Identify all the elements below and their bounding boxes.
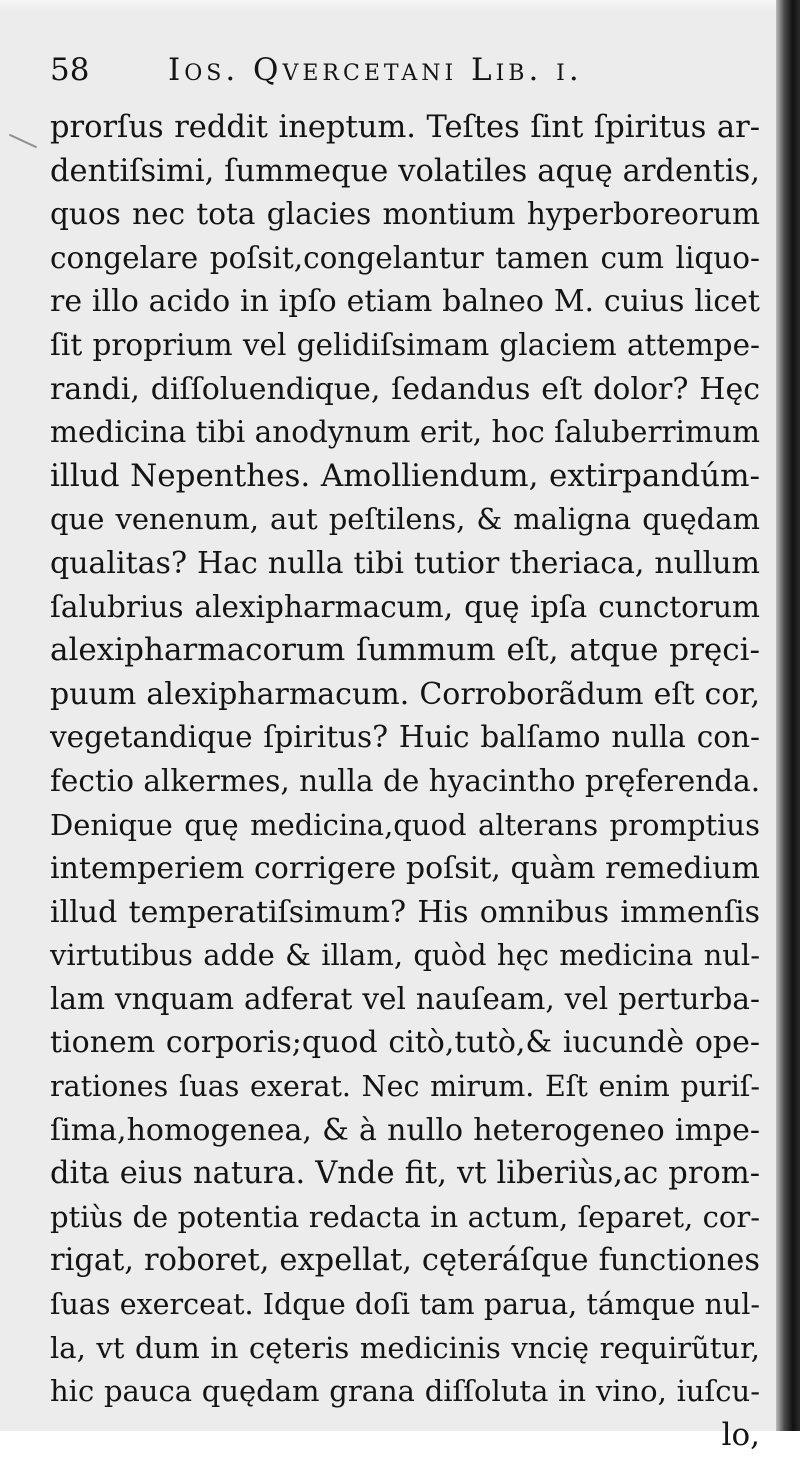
text-line: rationes ſuas exerat. Nec mirum. Eſt enim puriſ- — [50, 1070, 760, 1104]
text-line: randi, diſſoluendique, ſedandus eſt dolor? Hęc — [50, 371, 760, 407]
text-line: lo, — [721, 1416, 760, 1453]
text-line: intemperiem corrigere poſsit, quàm remedium — [50, 851, 760, 887]
text-line: vegetandique ſpiritus? Huic balſamo nulla con- — [50, 720, 760, 755]
text-line: quos nec tota glacies montium hyperboreorum — [50, 197, 760, 232]
text-line: Denique quę medicina,quod alterans promptius — [50, 807, 760, 842]
text-line: illud Nepenthes. Amolliendum, extirpandúm- — [50, 457, 760, 494]
text-line: ſalubrius alexipharmacum, quę ipſa cunctorum — [50, 589, 760, 624]
body-text — [50, 106, 760, 1457]
text-line: qualitas? Hac nulla tibi tutior theriaca, nullum — [50, 545, 760, 581]
margin-mark — [9, 134, 37, 148]
text-line: que venenum, aut peſtilens, & maligna quędam — [50, 502, 760, 537]
text-line: lam vnquam adferat vel nauſeam, vel perturba- — [50, 981, 760, 1016]
running-head: Ios. Qvercetani Lib. i. — [168, 52, 583, 88]
text-line: ſima,homogenea, & à nullo heterogeneo impe- — [50, 1112, 760, 1148]
text-line: alexipharmacorum ſummum eſt, atque pręci- — [50, 632, 760, 669]
text-line: rigat, roboret, expellat, cęteráſque functiones — [50, 1243, 760, 1279]
text-line: medicina tibi anodynum erit, hoc ſaluberrimum — [50, 415, 761, 450]
text-line: congelare poſsit,congelantur tamen cum liquo- — [50, 240, 760, 275]
text-line: dentiſsimi, ſummeque volatiles aquę ardentis, — [50, 153, 760, 189]
text-line: puum alexipharmacum. Corroborãdum eſt cor, — [50, 676, 760, 712]
page-header — [50, 52, 750, 102]
book-binding-edge — [776, 0, 800, 1431]
text-line: hic pauca quędam grana diſſoluta in vino, iuſcu- — [50, 1374, 760, 1409]
text-line: prorſus reddit ineptum. Teſtes ſint ſpiritus ar- — [50, 110, 760, 145]
text-line: fectio alkermes, nulla de hyacintho pręferenda. — [50, 763, 761, 798]
text-line: re illo acido in ipſo etiam balneo M. cuius licet — [50, 284, 760, 320]
text-line: dita eius natura. Vnde fit, vt liberiùs,ac prom- — [50, 1156, 760, 1192]
page-number: 58 — [50, 52, 90, 88]
text-line: illud temperatiſsimum? His omnibus immenſis — [50, 894, 760, 930]
text-line: la, vt dum in cęteris medicinis vncię requirũtur, — [50, 1330, 760, 1365]
text-line: ptiùs de potentia redacta in actum, ſeparet, cor- — [50, 1199, 760, 1234]
text-line: tionem corporis;quod citò,tutò,& iucundè ope- — [50, 1025, 760, 1061]
text-line: virtutibus adde & illam, quòd hęc medicina nul- — [50, 938, 760, 973]
text-line: ſit proprium vel gelidiſsimam glaciem attempe- — [50, 327, 760, 362]
text-line: ſuas exerceat. Idque doſi tam parua, támque nul- — [50, 1288, 760, 1322]
page-top-edge — [0, 0, 800, 10]
